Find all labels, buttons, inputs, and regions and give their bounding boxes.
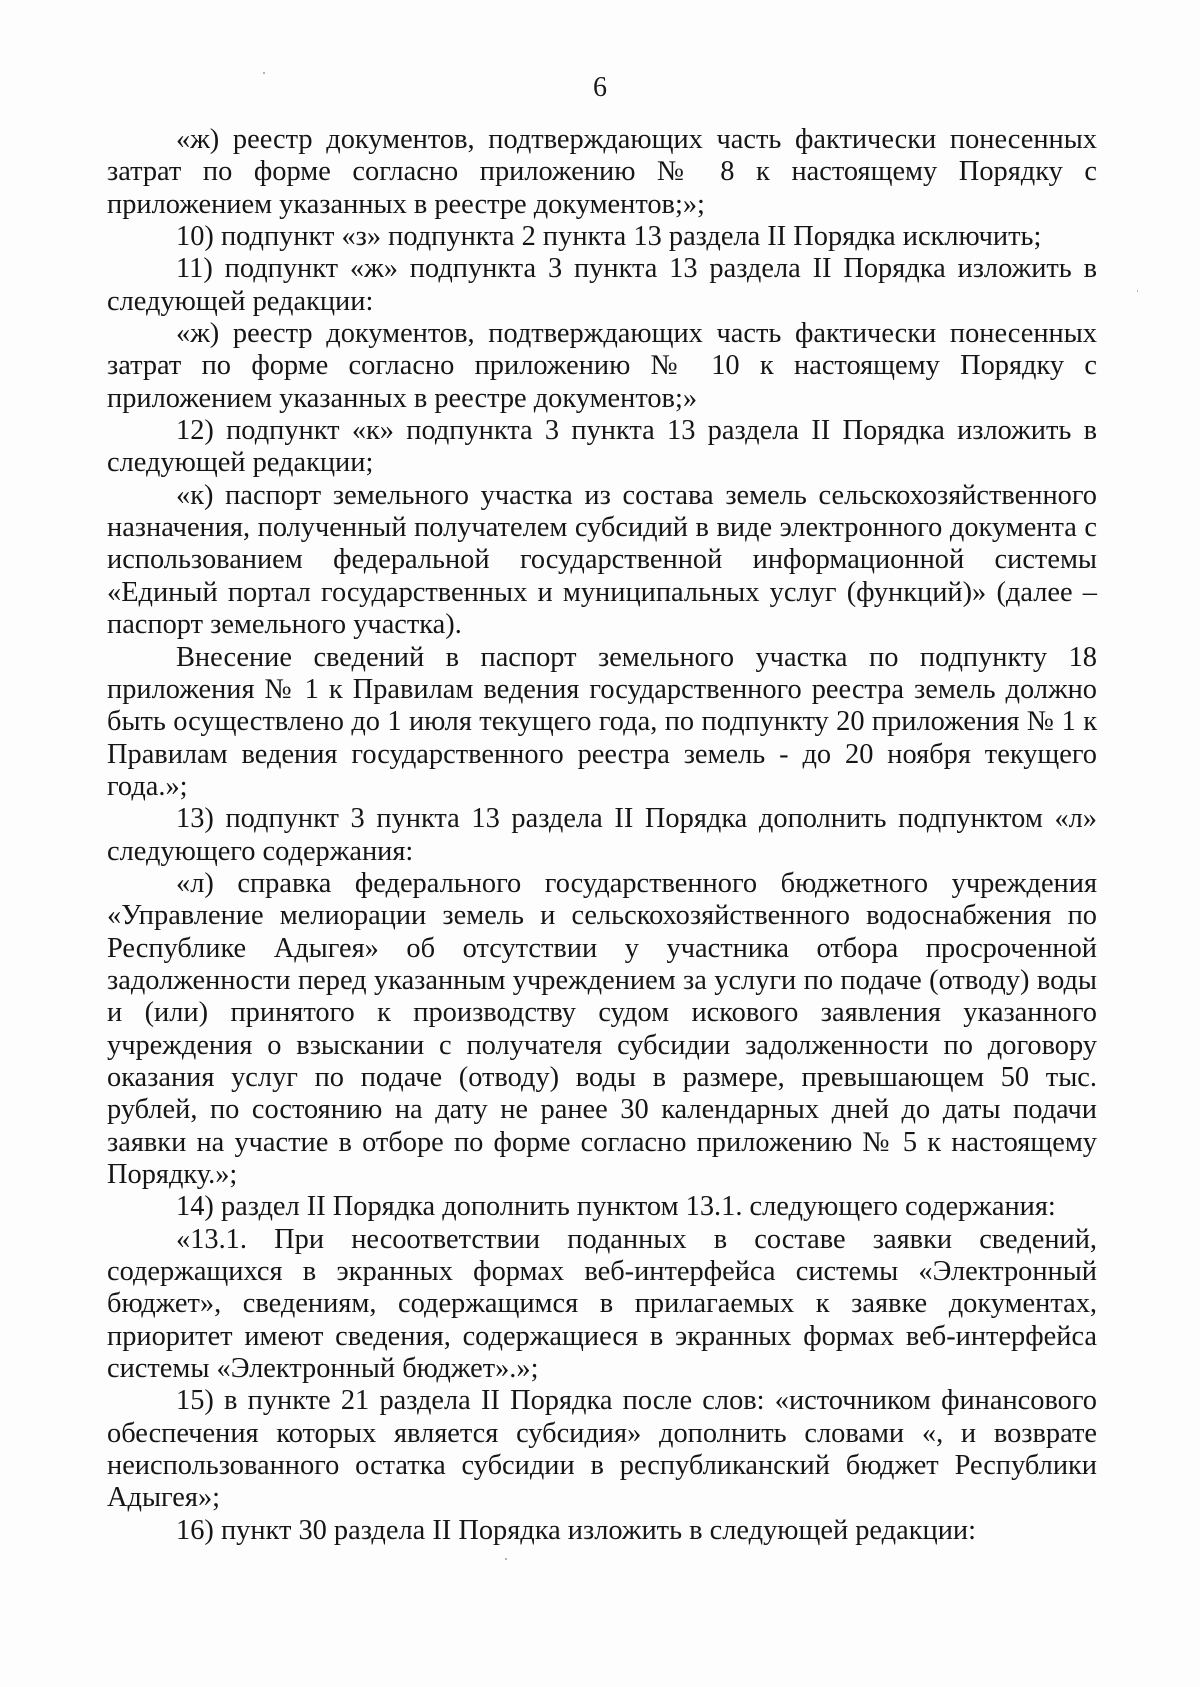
scan-speck bbox=[505, 1558, 507, 1560]
paragraph-land-passport-deadlines: Внесение сведений в паспорт земельного участка по подпункту 18 приложения № 1 к Правилам ведения государственного реестра земель должно быть осуществлено до 1 июля текущего года, по подпункту 20 приложения № 1 к Правилам ведения государственного реестра земель - до 20 ноября текущего года.»; bbox=[107, 641, 1097, 802]
paragraph-item-11: 11) подпункт «ж» подпункта 3 пункта 13 раздела II Порядка изложить в следующей редакции: bbox=[107, 253, 1097, 317]
paragraph-zh-registry-8: «ж) реестр документов, подтверждающих часть фактически понесенных затрат по форме согласно приложению № 8 к настоящему Порядку с приложением указанных в реестре документов;»; bbox=[107, 124, 1097, 220]
paragraph-item-15: 15) в пункте 21 раздела II Порядка после слов: «источником финансового обеспечения которых является субсидия» дополнить словами «, и возврате неиспользованного остатка субсидии в республиканский бюджет Республики Адыгея»; bbox=[107, 1385, 1097, 1514]
scan-speck bbox=[1137, 290, 1138, 292]
paragraph-k-land-passport: «к) паспорт земельного участка из состава земель сельскохозяйственного назначения, полученный получателем субсидий в виде электронного документа с использованием федеральной государственной информационной системы «Единый портал государственных и муниципальных услуг (функций)» (далее – паспорт земельного участка). bbox=[107, 479, 1097, 641]
paragraph-l-certificate: «л) справка федерального государственного бюджетного учреждения «Управление мелиорации земель и сельскохозяйственного водоснабжения по Республике Адыгея» об отсутствии у участника отбора просроченной задолженности перед указанным учреждением за услуги по подаче (отводу) воды и (или) принятого к производству судом искового заявления указанного учреждения о взыскании с получателя субсидии задолженности по договору оказания услуг по подаче (отводу) воды в размере, превышающем 50 тыс. рублей, по состоянию на дату не ранее 30 календарных дней до даты подачи заявки на участие в отборе по форме согласно приложению № 5 к настоящему Порядку.»; bbox=[107, 867, 1097, 1190]
paragraph-item-10: 10) подпункт «з» подпункта 2 пункта 13 раздела II Порядка исключить; bbox=[176, 221, 1042, 253]
paragraph-13-1: «13.1. При несоответствии поданных в составе заявки сведений, содержащихся в экранных формах веб-интерфейса системы «Электронный бюджет», сведениям, содержащимся в прилагаемых к заявке документах, приоритет имеют сведения, содержащиеся в экранных формах веб-интерфейса системы «Электронный бюджет».»; bbox=[107, 1223, 1097, 1385]
paragraph-item-14: 14) раздел II Порядка дополнить пунктом 13.1. следующего содержания: bbox=[176, 1191, 1056, 1223]
document-body bbox=[107, 124, 1097, 1547]
scan-speck bbox=[263, 72, 265, 74]
paragraph-item-16: 16) пункт 30 раздела II Порядка изложить в следующей редакции: bbox=[176, 1514, 976, 1546]
paragraph-zh-registry-10: «ж) реестр документов, подтверждающих часть фактически понесенных затрат по форме согласно приложению № 10 к настоящему Порядку с приложением указанных в реестре документов;» bbox=[107, 318, 1097, 414]
page-number: 6 bbox=[593, 72, 607, 103]
paragraph-item-13: 13) подпункт 3 пункта 13 раздела II Порядка дополнить подпунктом «л» следующего содержания: bbox=[107, 803, 1097, 867]
paragraph-item-12: 12) подпункт «к» подпункта 3 пункта 13 раздела II Порядка изложить в следующей редакции; bbox=[107, 415, 1097, 479]
